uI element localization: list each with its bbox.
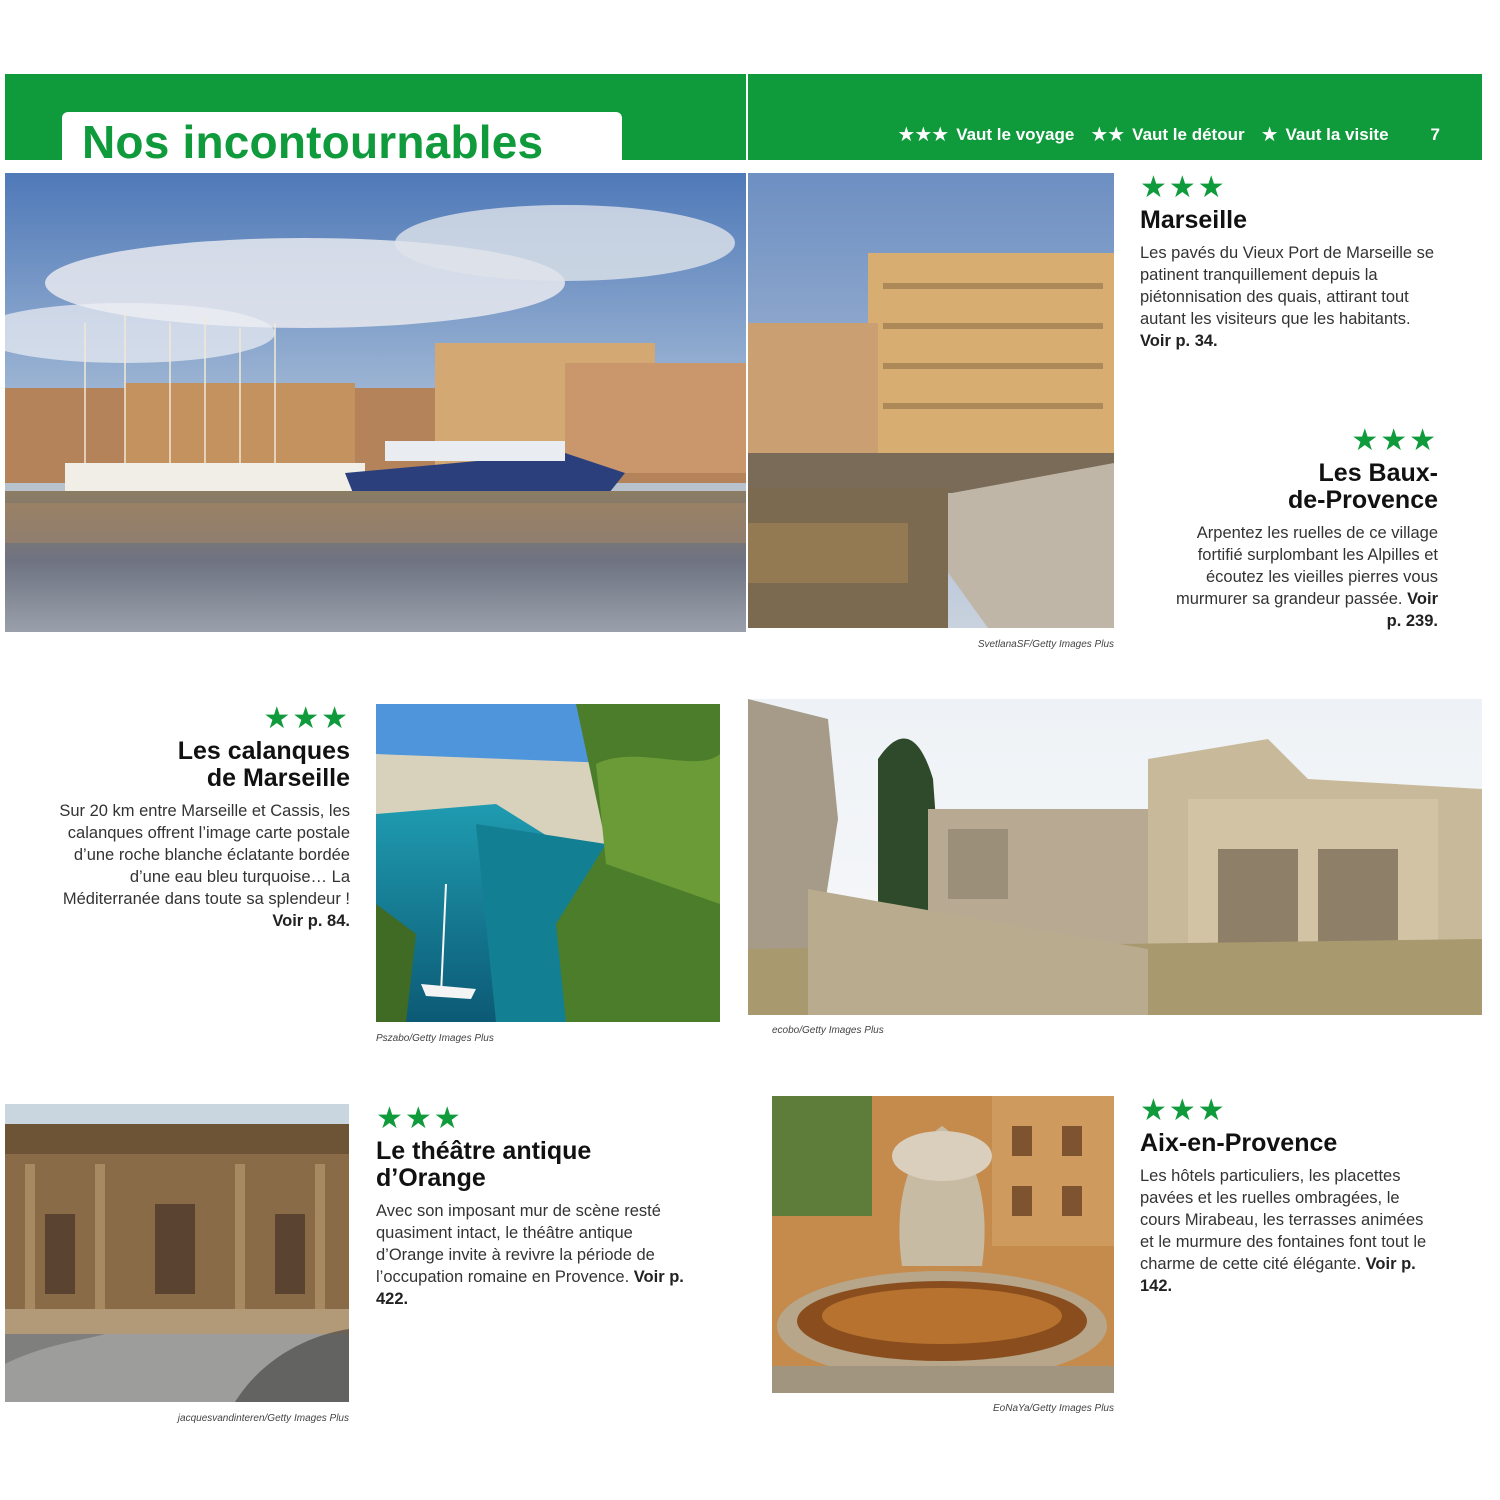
sight-description (1170, 522, 1438, 632)
three-stars-icon: ★★★ (263, 702, 350, 735)
page-reference: Voir p. 34. (1140, 332, 1218, 350)
title-line: d’Orange (376, 1164, 486, 1192)
sight-title (50, 738, 350, 792)
photo-credit: Pszabo/Getty Images Plus (376, 1033, 494, 1044)
photo-credit: ecobo/Getty Images Plus (772, 1025, 884, 1036)
quay-image (748, 173, 1114, 628)
three-stars-icon: ★★★ (376, 1102, 463, 1135)
two-stars-icon: ★★ (1090, 124, 1125, 146)
orange-photo (5, 1104, 349, 1402)
three-stars-icon: ★★★ (1140, 171, 1227, 204)
legend-label: Vaut le détour (1132, 124, 1245, 144)
harbour-image (5, 173, 746, 632)
fountain-image (772, 1096, 1114, 1393)
title-line: Les Baux- (1318, 459, 1438, 487)
description-text: Les hôtels particuliers, les placettes pavées et les ruelles ombragées, le cours Mirabeau, les terrasses animées et le murmure des fontaines font tout le charme de cette cité élégante. (1140, 1167, 1427, 1273)
page-reference: Voir p. 239. (1386, 590, 1438, 630)
page-reference: Voir p. 142. (1140, 1255, 1416, 1295)
description-text: Les pavés du Vieux Port de Marseille se patinent tranquillement depuis la piétonnisation des quais, attirant tout autant les visiteurs que les habitants. (1140, 244, 1435, 328)
ruins-image (748, 699, 1482, 1015)
description-text: Arpentez les ruelles de ce village fortifié surplombant les Alpilles et écoutez les vieilles pierres vous murmurer sa grandeur passée. (1176, 524, 1438, 608)
sight-marseille (1140, 173, 1440, 352)
photo-credit: EoNaYa/Getty Images Plus (993, 1403, 1114, 1414)
title-line: de Marseille (206, 764, 350, 792)
sight-description (1140, 242, 1440, 352)
title-line: Les calanques (177, 737, 350, 765)
sight-aix (1140, 1096, 1440, 1297)
sight-calanques (50, 704, 350, 932)
title-line: Le théâtre antique (376, 1137, 592, 1165)
three-stars-icon: ★★★ (897, 124, 949, 146)
description-text: Avec son imposant mur de scène resté quasiment intact, le théâtre antique d’Orange invite à revivre la période de l’occupation romaine en Provence. (376, 1202, 661, 1286)
legend-item-2-stars (1090, 122, 1244, 147)
calanque-image (376, 704, 720, 1022)
page-number: 7 (1430, 124, 1440, 144)
page-title: Nos incontournables (82, 116, 544, 168)
theatre-image (5, 1104, 349, 1402)
aix-photo (772, 1096, 1114, 1393)
marseille-photo-right (748, 173, 1114, 628)
sight-orange (376, 1104, 686, 1310)
description-text: Sur 20 km entre Marseille et Cassis, les calanques offrent l’image carte postale d’une roche blanche éclatante bordée d’une eau bleu turquoise… La Méditerranée dans toute sa splendeur ! (59, 802, 350, 908)
sight-baux (1170, 426, 1438, 632)
legend-label: Vaut le voyage (956, 124, 1075, 144)
legend-item-3-stars (897, 122, 1074, 147)
calanques-photo (376, 704, 720, 1022)
legend-item-1-star (1261, 122, 1389, 147)
star-legend (897, 122, 1440, 147)
sight-title: Marseille (1140, 206, 1248, 234)
sight-description (1140, 1165, 1440, 1297)
three-stars-icon: ★★★ (1351, 424, 1438, 457)
sight-title (376, 1138, 686, 1192)
photo-credit: SvetlanaSF/Getty Images Plus (977, 639, 1114, 650)
sight-title: Aix-en-Provence (1140, 1129, 1338, 1157)
star-icon: ★ (1260, 124, 1278, 146)
legend-label: Vaut la visite (1285, 124, 1389, 144)
page-reference: Voir p. 422. (376, 1268, 684, 1308)
header-band-right (748, 74, 1482, 160)
three-stars-icon: ★★★ (1140, 1094, 1227, 1127)
sight-description (50, 800, 350, 932)
baux-photo (748, 699, 1482, 1015)
sight-description (376, 1200, 686, 1310)
page-reference: Voir p. 84. (272, 912, 350, 930)
photo-credit: jacquesvandinteren/Getty Images Plus (177, 1413, 349, 1424)
title-line: de-Provence (1287, 486, 1438, 514)
sight-title (1170, 460, 1438, 514)
marseille-photo-left (5, 173, 746, 632)
